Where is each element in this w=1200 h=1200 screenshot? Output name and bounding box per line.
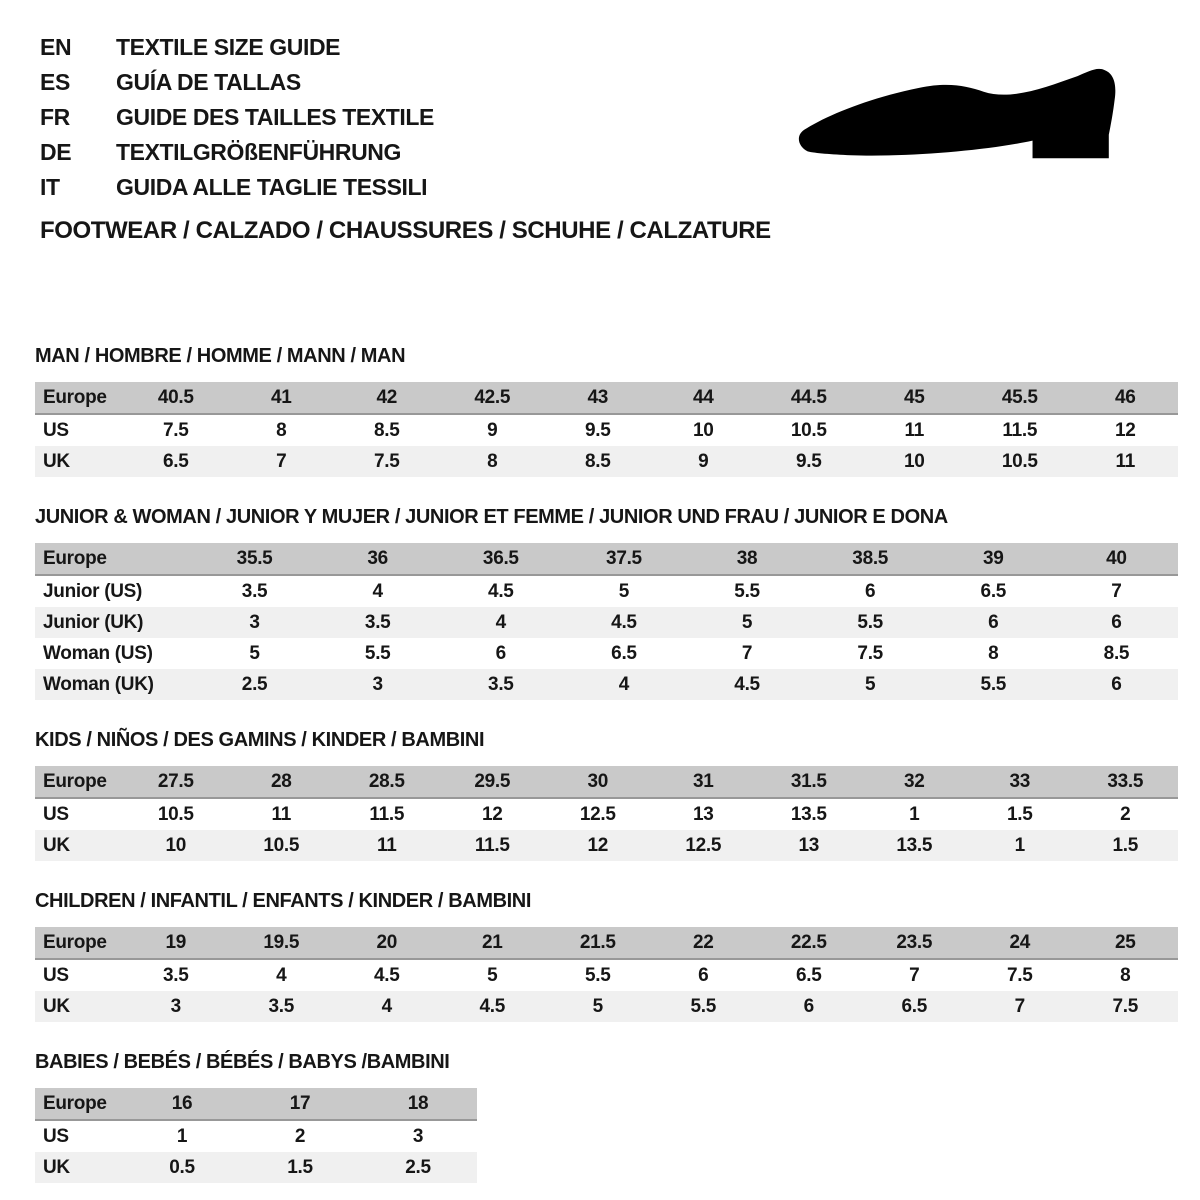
language-label: TEXTILGRÖßENFÜHRUNG <box>116 139 401 165</box>
size-cell: 36 <box>367 547 388 569</box>
category-title: FOOTWEAR / CALZADO / CHAUSSURES / SCHUHE / CALZATURE <box>40 217 771 244</box>
language-code: DE <box>40 139 72 165</box>
size-cell: 33 <box>1009 770 1031 792</box>
size-cell: 28.5 <box>368 770 405 792</box>
size-cell: 12 <box>481 803 503 825</box>
size-cell: 5.5 <box>584 964 611 986</box>
size-cell: 31 <box>692 770 714 792</box>
size-cell: 4 <box>618 673 630 695</box>
table-header-row <box>35 543 1178 576</box>
size-cell: 38.5 <box>852 547 889 569</box>
size-cell: 5 <box>249 642 260 664</box>
size-cell: 19.5 <box>263 931 300 953</box>
size-cell: 5 <box>618 580 630 602</box>
size-table-junior-woman <box>35 543 1178 700</box>
size-cell: 44.5 <box>790 386 827 408</box>
size-cell: 4.5 <box>611 611 637 633</box>
size-cell: 3 <box>249 611 260 633</box>
table-row <box>35 607 1178 638</box>
size-cell: 11 <box>271 803 291 825</box>
size-cell: 8.5 <box>1103 642 1130 664</box>
size-cell: 4 <box>276 964 287 986</box>
table-header-row <box>35 766 1178 799</box>
table-row <box>35 669 1178 700</box>
size-cell: 8.5 <box>584 450 611 472</box>
size-cell: 4.5 <box>479 995 505 1017</box>
size-cell: 6.5 <box>795 964 822 986</box>
size-cell: 10.5 <box>1001 450 1038 472</box>
language-line-fr <box>40 100 434 135</box>
table-row <box>35 576 1178 607</box>
size-cell: 7 <box>741 642 753 664</box>
size-cell: 0.5 <box>169 1156 195 1178</box>
table-row <box>35 638 1178 669</box>
size-cell: 40 <box>1106 547 1127 569</box>
row-label: UK <box>43 834 70 856</box>
size-cell: 21.5 <box>579 931 616 953</box>
size-table-man <box>35 382 1178 477</box>
size-cell: 3.5 <box>488 673 514 695</box>
size-cell: 11.5 <box>474 834 510 856</box>
size-cell: 32 <box>903 770 925 792</box>
row-label: Woman (US) <box>43 642 153 664</box>
size-cell: 6 <box>1111 673 1122 695</box>
row-label: Junior (UK) <box>43 611 144 633</box>
size-cell: 6 <box>698 964 709 986</box>
size-cell: 11 <box>1115 450 1135 472</box>
size-cell: 2.5 <box>241 673 268 695</box>
row-label: US <box>43 419 69 441</box>
size-cell: 1 <box>909 803 920 825</box>
size-cell: 8 <box>988 642 999 664</box>
size-cell: 31.5 <box>790 770 827 792</box>
size-cell: 11.5 <box>1002 419 1038 441</box>
row-label: Europe <box>43 547 107 569</box>
size-cell: 22 <box>692 931 714 953</box>
size-cell: 4.5 <box>373 964 400 986</box>
size-cell: 40.5 <box>157 386 194 408</box>
size-cell: 12 <box>1114 419 1136 441</box>
size-cell: 8 <box>276 419 287 441</box>
size-table-babies <box>35 1088 477 1183</box>
size-cell: 11 <box>377 834 397 856</box>
section-title: KIDS / NIÑOS / DES GAMINS / KINDER / BAMBINI <box>35 729 485 751</box>
size-cell: 7.5 <box>1006 964 1033 986</box>
size-cell: 4.5 <box>488 580 514 602</box>
size-cell: 45.5 <box>1001 386 1038 408</box>
table-row <box>35 991 1178 1022</box>
size-cell: 33.5 <box>1107 770 1144 792</box>
language-line-de <box>40 135 434 170</box>
size-cell: 24 <box>1009 931 1031 953</box>
size-cell: 1 <box>1014 834 1025 856</box>
size-cell: 7.5 <box>373 450 400 472</box>
size-cell: 6.5 <box>901 995 927 1017</box>
language-line-en <box>40 30 434 65</box>
size-cell: 12.5 <box>579 803 616 825</box>
size-cell: 13.5 <box>790 803 827 825</box>
size-cell: 41 <box>270 386 292 408</box>
size-cell: 7.5 <box>162 419 189 441</box>
size-cell: 4 <box>372 580 383 602</box>
row-label: Woman (UK) <box>43 673 154 695</box>
size-cell: 16 <box>171 1092 193 1114</box>
table-header-row <box>35 927 1178 960</box>
section-children <box>35 889 1178 1022</box>
size-cell: 28 <box>270 770 292 792</box>
size-cell: 3.5 <box>241 580 268 602</box>
size-cell: 43 <box>587 386 609 408</box>
row-label: Junior (US) <box>43 580 143 602</box>
size-cell: 7 <box>276 450 287 472</box>
size-cell: 2 <box>1120 803 1131 825</box>
size-table-children <box>35 927 1178 1022</box>
table-row <box>35 799 1178 830</box>
size-cell: 30 <box>587 770 609 792</box>
size-cell: 3.5 <box>268 995 294 1017</box>
size-cell: 13.5 <box>896 834 933 856</box>
size-cell: 1.5 <box>287 1156 313 1178</box>
language-line-it <box>40 170 434 205</box>
size-cell: 6.5 <box>980 580 1007 602</box>
language-label: GUIDE DES TAILLES TEXTILE <box>116 104 434 130</box>
row-label: Europe <box>43 931 107 953</box>
size-cell: 13 <box>798 834 820 856</box>
size-cell: 5.5 <box>857 611 883 633</box>
size-cell: 8 <box>487 450 498 472</box>
size-tables <box>35 344 1178 1200</box>
size-cell: 5 <box>865 673 876 695</box>
size-cell: 20 <box>376 931 398 953</box>
size-cell: 10.5 <box>157 803 194 825</box>
size-cell: 5.5 <box>980 673 1007 695</box>
size-cell: 3.5 <box>162 964 189 986</box>
size-cell: 5.5 <box>690 995 716 1017</box>
section-title: BABIES / BEBÉS / BÉBÉS / BABYS /BAMBINI <box>35 1051 450 1073</box>
size-cell: 42.5 <box>474 386 511 408</box>
table-row <box>35 415 1178 446</box>
size-cell: 9 <box>698 450 709 472</box>
size-cell: 3.5 <box>364 611 391 633</box>
table-row <box>35 960 1178 991</box>
row-label: US <box>43 1125 69 1147</box>
size-cell: 18 <box>407 1092 429 1114</box>
size-cell: 9.5 <box>795 450 822 472</box>
size-cell: 7 <box>1014 995 1025 1017</box>
size-cell: 1 <box>176 1125 188 1147</box>
section-kids <box>35 728 1178 861</box>
language-label: GUÍA DE TALLAS <box>116 69 301 95</box>
row-label: UK <box>43 1156 70 1178</box>
size-cell: 29.5 <box>474 770 511 792</box>
size-cell: 21 <box>481 931 503 953</box>
size-cell: 11.5 <box>369 803 405 825</box>
size-cell: 7.5 <box>857 642 883 664</box>
size-cell: 8 <box>1120 964 1131 986</box>
row-label: Europe <box>43 386 107 408</box>
row-label: US <box>43 803 69 825</box>
section-babies <box>35 1050 1178 1183</box>
section-title: MAN / HOMBRE / HOMME / MANN / MAN <box>35 345 406 367</box>
size-cell: 36.5 <box>482 547 519 569</box>
size-cell: 10.5 <box>790 419 827 441</box>
row-label: UK <box>43 995 70 1017</box>
language-code: FR <box>40 104 70 130</box>
size-cell: 42 <box>376 386 398 408</box>
section-man <box>35 344 1178 477</box>
language-header <box>40 30 434 205</box>
size-cell: 13 <box>692 803 714 825</box>
size-cell: 35.5 <box>236 547 273 569</box>
language-line-es <box>40 65 434 100</box>
table-header-row <box>35 382 1178 415</box>
size-cell: 10.5 <box>263 834 300 856</box>
size-cell: 4 <box>495 611 506 633</box>
size-cell: 5 <box>741 611 753 633</box>
size-cell: 2.5 <box>405 1156 431 1178</box>
size-cell: 6.5 <box>611 642 637 664</box>
size-cell: 39 <box>983 547 1004 569</box>
size-cell: 45 <box>903 386 925 408</box>
size-cell: 25 <box>1114 931 1136 953</box>
size-cell: 6 <box>865 580 876 602</box>
size-cell: 4.5 <box>734 673 760 695</box>
size-cell: 6 <box>988 611 999 633</box>
size-cell: 3 <box>170 995 181 1017</box>
language-code: IT <box>40 174 60 200</box>
size-table-kids <box>35 766 1178 861</box>
size-cell: 6 <box>1111 611 1122 633</box>
row-label: US <box>43 964 69 986</box>
size-cell: 17 <box>289 1092 311 1114</box>
size-cell: 22.5 <box>790 931 827 953</box>
size-cell: 27.5 <box>157 770 194 792</box>
language-code: EN <box>40 34 72 60</box>
row-label: UK <box>43 450 70 472</box>
table-header-row <box>35 1088 477 1121</box>
row-label: Europe <box>43 1092 107 1114</box>
size-cell: 9.5 <box>584 419 611 441</box>
size-cell: 23.5 <box>896 931 933 953</box>
size-cell: 6.5 <box>162 450 189 472</box>
language-label: GUIDA ALLE TAGLIE TESSILI <box>116 174 428 200</box>
size-cell: 3 <box>372 673 383 695</box>
section-title: CHILDREN / INFANTIL / ENFANTS / KINDER / BAMBINI <box>35 890 531 912</box>
section-title: JUNIOR & WOMAN / JUNIOR Y MUJER / JUNIOR ET FEMME / JUNIOR UND FRAU / JUNIOR E DONA <box>35 506 948 528</box>
size-cell: 4 <box>381 995 392 1017</box>
size-cell: 37.5 <box>606 547 642 569</box>
size-cell: 6 <box>495 642 506 664</box>
size-cell: 5.5 <box>734 580 760 602</box>
size-cell: 2 <box>294 1125 306 1147</box>
size-cell: 7.5 <box>1112 995 1138 1017</box>
language-code: ES <box>40 69 70 95</box>
table-row <box>35 1121 477 1152</box>
size-cell: 38 <box>736 547 758 569</box>
size-cell: 12 <box>587 834 609 856</box>
size-cell: 1.5 <box>1112 834 1138 856</box>
size-cell: 9 <box>487 419 498 441</box>
size-cell: 8.5 <box>373 419 400 441</box>
size-cell: 10 <box>692 419 714 441</box>
size-cell: 19 <box>165 931 187 953</box>
size-cell: 5.5 <box>364 642 391 664</box>
size-cell: 10 <box>903 450 925 472</box>
size-cell: 12.5 <box>685 834 722 856</box>
table-row <box>35 446 1178 477</box>
table-row <box>35 830 1178 861</box>
section-junior-woman <box>35 505 1178 700</box>
size-cell: 5 <box>487 964 498 986</box>
size-cell: 10 <box>165 834 187 856</box>
shoe-icon <box>792 60 1144 188</box>
size-cell: 7 <box>909 964 920 986</box>
size-cell: 1.5 <box>1006 803 1033 825</box>
size-cell: 6 <box>803 995 814 1017</box>
size-cell: 44 <box>692 386 714 408</box>
table-row <box>35 1152 477 1183</box>
size-cell: 7 <box>1111 580 1122 602</box>
size-cell: 5 <box>592 995 603 1017</box>
size-cell: 46 <box>1114 386 1136 408</box>
size-cell: 11 <box>904 419 924 441</box>
language-label: TEXTILE SIZE GUIDE <box>116 34 341 60</box>
size-cell: 3 <box>412 1125 424 1147</box>
row-label: Europe <box>43 770 107 792</box>
